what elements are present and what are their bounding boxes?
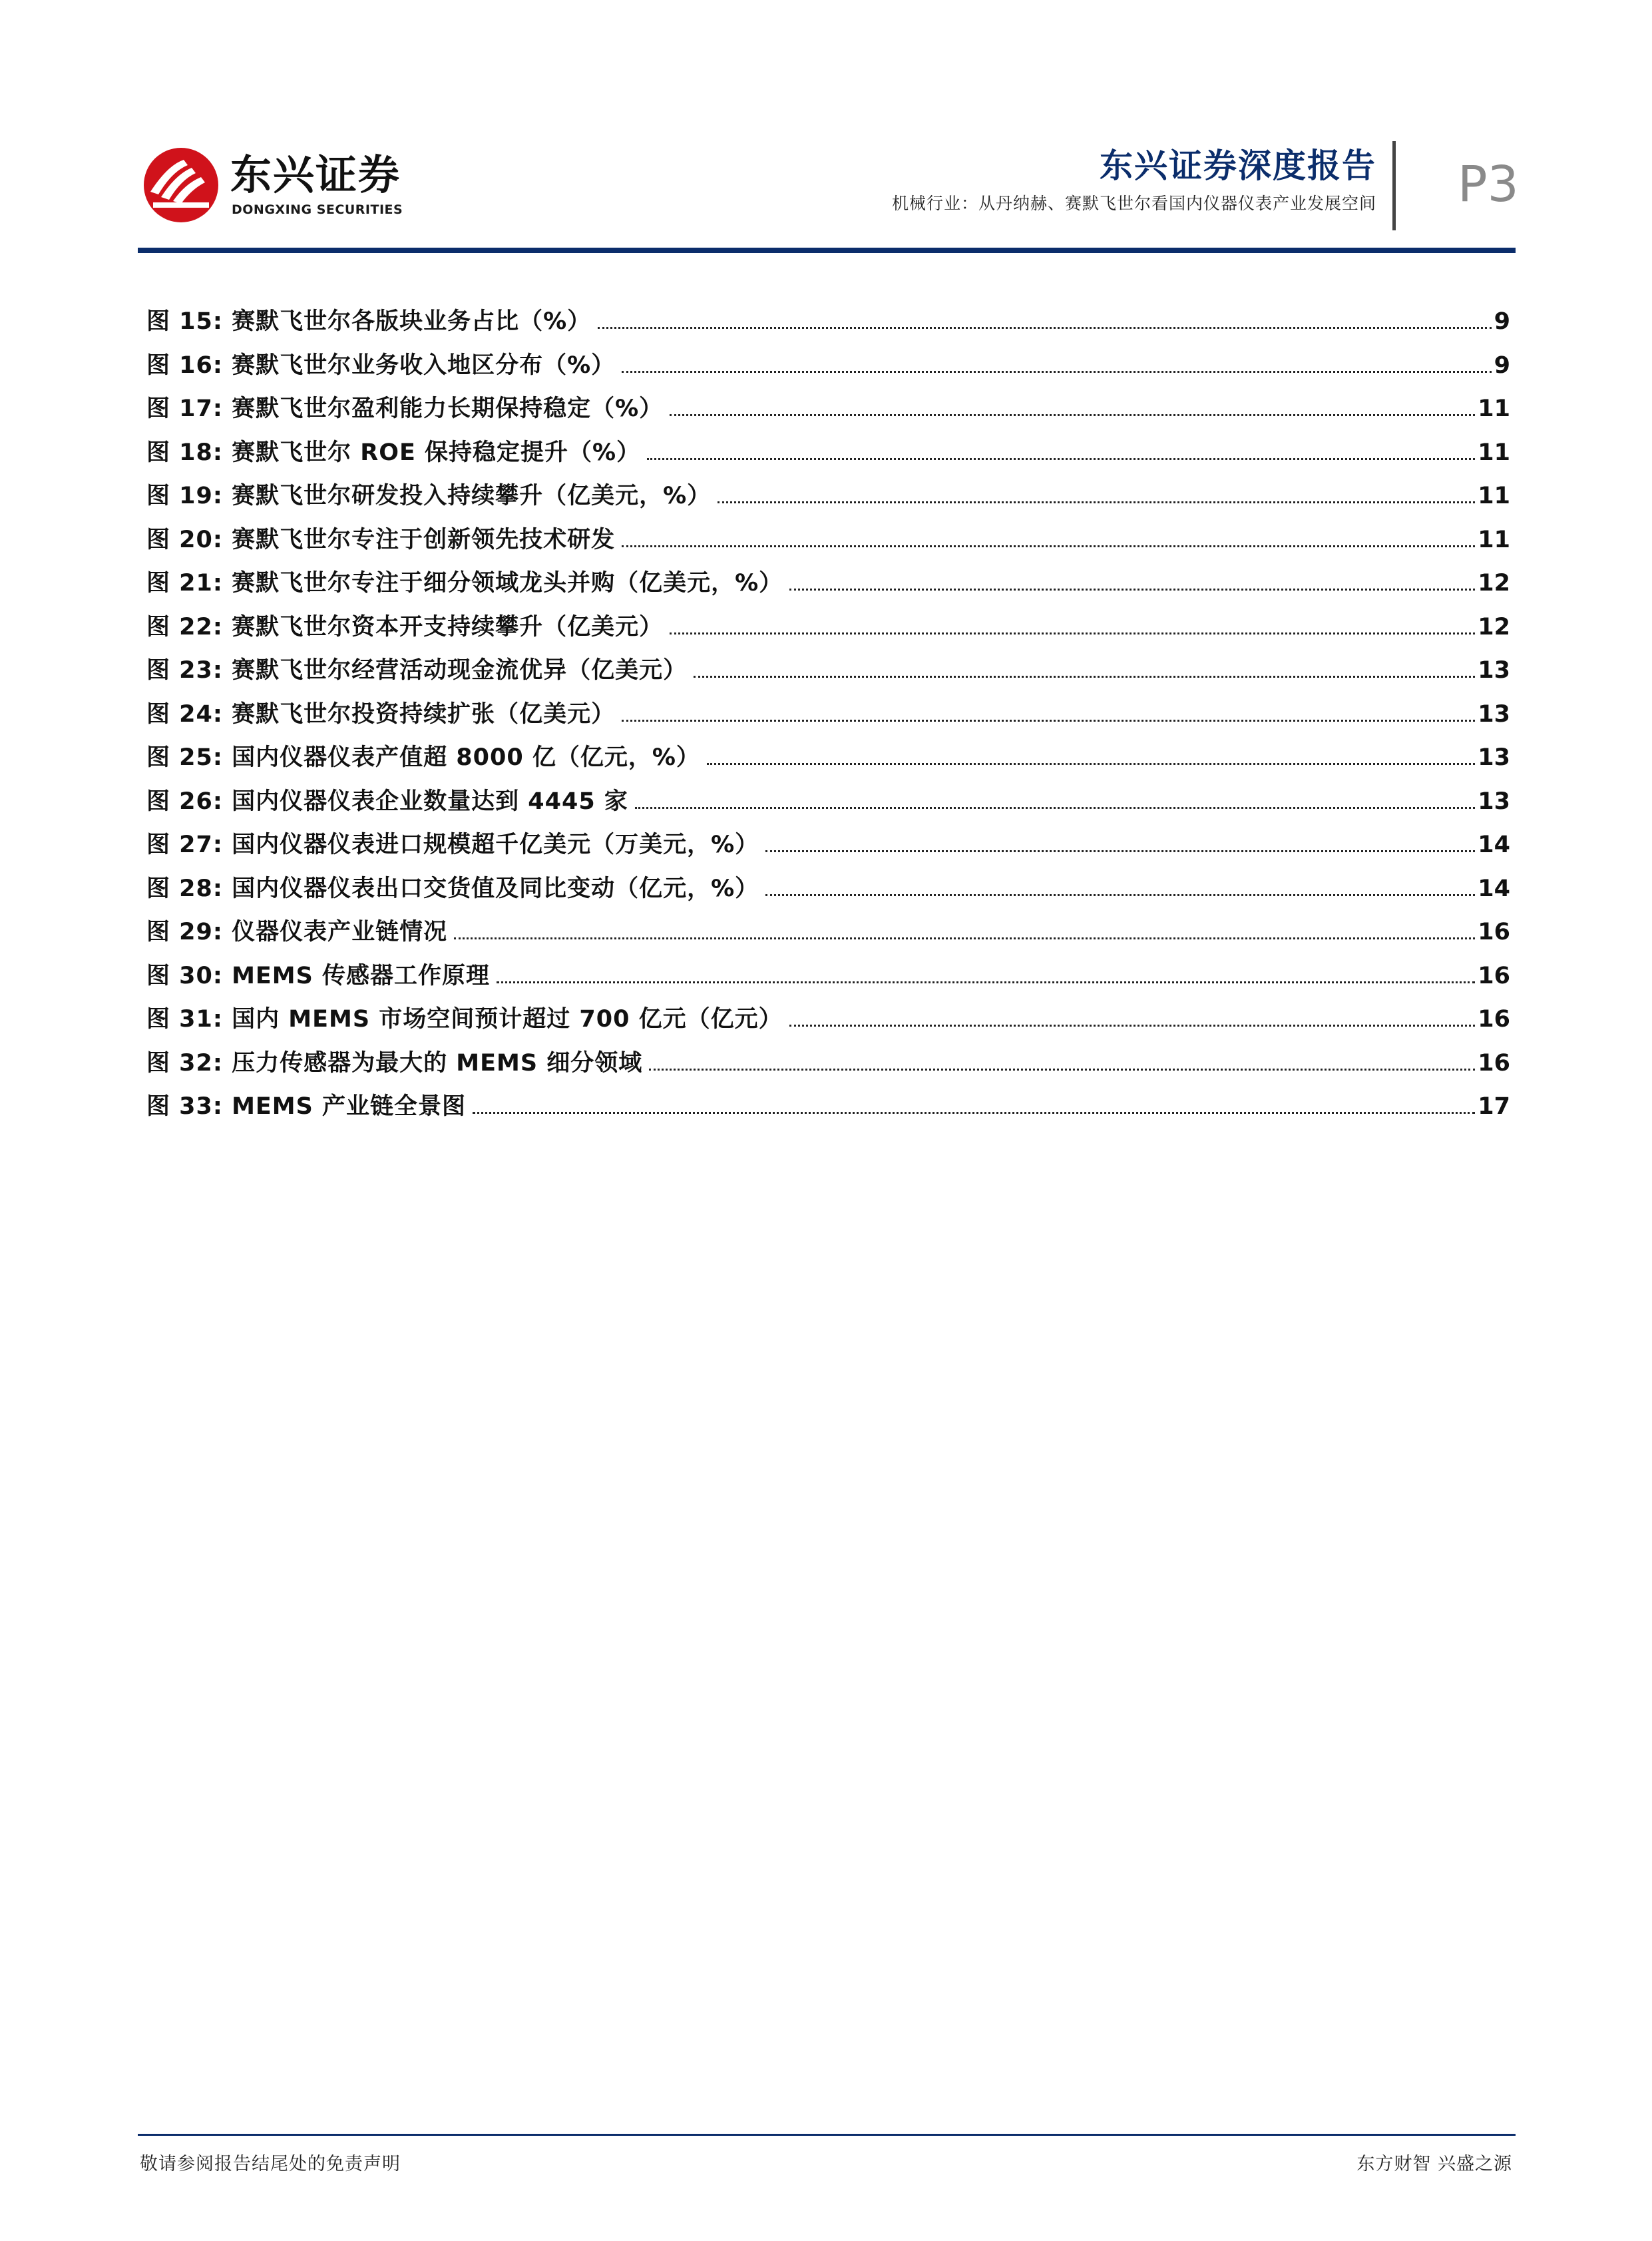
toc-entry-label: 图 32: 压力传感器为最大的 MEMS 细分领域 xyxy=(146,1049,643,1077)
toc-dot-leader xyxy=(598,326,1491,329)
toc-entry-label: 图 21: 赛默飞世尔专注于细分领域龙头并购（亿美元，%） xyxy=(146,570,783,597)
toc-entry[interactable] xyxy=(146,870,1510,914)
toc-entry-label: 图 18: 赛默飞世尔 ROE 保持稳定提升（%） xyxy=(146,439,641,466)
footer-disclaimer: 敬请参阅报告结尾处的免责声明 xyxy=(140,2154,401,2174)
header-divider xyxy=(1392,141,1396,230)
toc-entry[interactable] xyxy=(146,1045,1510,1089)
toc-entry-page: 14 xyxy=(1478,832,1510,858)
toc-entry-page: 11 xyxy=(1478,483,1510,509)
toc-dot-leader xyxy=(765,850,1475,852)
toc-entry[interactable] xyxy=(146,957,1510,1001)
figure-toc-list xyxy=(146,303,1510,1132)
company-logo xyxy=(141,145,403,225)
toc-entry-page: 13 xyxy=(1478,744,1510,771)
toc-entry[interactable] xyxy=(146,565,1510,609)
logo-name-cn: 东兴证券 xyxy=(230,150,401,199)
toc-entry-page: 11 xyxy=(1478,526,1510,553)
toc-dot-leader xyxy=(707,762,1475,765)
toc-dot-leader xyxy=(718,501,1475,503)
toc-entry[interactable] xyxy=(146,739,1510,783)
toc-dot-leader xyxy=(622,370,1491,373)
toc-entry[interactable] xyxy=(146,303,1510,347)
toc-entry[interactable] xyxy=(146,609,1510,652)
toc-entry[interactable] xyxy=(146,1001,1510,1045)
toc-dot-leader xyxy=(497,981,1475,983)
toc-entry-page: 13 xyxy=(1478,700,1510,728)
toc-dot-leader xyxy=(622,719,1475,722)
toc-entry-label: 图 30: MEMS 传感器工作原理 xyxy=(146,962,491,989)
toc-entry-label: 图 16: 赛默飞世尔业务收入地区分布（%） xyxy=(146,352,616,379)
toc-entry-page: 9 xyxy=(1494,352,1510,379)
toc-entry[interactable] xyxy=(146,477,1510,521)
toc-dot-leader xyxy=(789,588,1475,591)
toc-entry-label: 图 20: 赛默飞世尔专注于创新领先技术研发 xyxy=(146,526,616,553)
toc-entry[interactable] xyxy=(146,696,1510,740)
toc-entry-page: 12 xyxy=(1478,613,1510,640)
toc-entry-page: 16 xyxy=(1478,962,1510,989)
report-title: 东兴证券深度报告 xyxy=(1100,146,1376,185)
toc-dot-leader xyxy=(670,413,1475,416)
toc-dot-leader xyxy=(765,893,1475,896)
page-number: P3 xyxy=(1458,156,1519,213)
toc-entry[interactable] xyxy=(146,390,1510,434)
toc-dot-leader xyxy=(473,1111,1475,1114)
toc-entry-label: 图 15: 赛默飞世尔各版块业务占比（%） xyxy=(146,308,592,335)
toc-dot-leader xyxy=(635,806,1475,809)
toc-dot-leader xyxy=(694,675,1475,678)
toc-entry-page: 16 xyxy=(1478,1049,1510,1077)
toc-entry[interactable] xyxy=(146,521,1510,565)
toc-entry[interactable] xyxy=(146,826,1510,870)
toc-dot-leader xyxy=(670,632,1475,634)
toc-dot-leader xyxy=(622,545,1475,547)
toc-entry-page: 9 xyxy=(1494,308,1510,335)
footer-slogan: 东方财智 兴盛之源 xyxy=(1356,2154,1512,2174)
toc-entry-page: 13 xyxy=(1478,788,1510,815)
toc-entry-label: 图 24: 赛默飞世尔投资持续扩张（亿美元） xyxy=(146,700,616,728)
toc-entry-page: 17 xyxy=(1478,1093,1510,1120)
dongxing-logo-icon xyxy=(141,145,221,225)
toc-entry-page: 11 xyxy=(1478,395,1510,422)
toc-entry-label: 图 26: 国内仪器仪表企业数量达到 4445 家 xyxy=(146,788,628,815)
toc-entry[interactable] xyxy=(146,434,1510,478)
toc-entry-page: 13 xyxy=(1478,657,1510,684)
toc-entry-page: 11 xyxy=(1478,439,1510,466)
toc-dot-leader xyxy=(454,937,1475,939)
toc-dot-leader xyxy=(789,1024,1476,1027)
toc-entry[interactable] xyxy=(146,913,1510,957)
toc-entry[interactable] xyxy=(146,783,1510,827)
toc-entry-label: 图 29: 仪器仪表产业链情况 xyxy=(146,919,448,945)
toc-entry-page: 16 xyxy=(1478,919,1510,945)
toc-entry-label: 图 33: MEMS 产业链全景图 xyxy=(146,1093,467,1120)
toc-entry[interactable] xyxy=(146,1088,1510,1132)
toc-entry-page: 12 xyxy=(1478,570,1510,597)
footer-rule xyxy=(138,2134,1516,2136)
toc-entry-page: 16 xyxy=(1478,1006,1510,1033)
toc-entry-label: 图 19: 赛默飞世尔研发投入持续攀升（亿美元，%） xyxy=(146,483,712,509)
toc-entry[interactable] xyxy=(146,652,1510,696)
toc-entry-label: 图 17: 赛默飞世尔盈利能力长期保持稳定（%） xyxy=(146,395,664,422)
toc-entry-page: 14 xyxy=(1478,875,1510,902)
toc-entry-label: 图 22: 赛默飞世尔资本开支持续攀升（亿美元） xyxy=(146,613,664,640)
toc-entry-label: 图 31: 国内 MEMS 市场空间预计超过 700 亿元（亿元） xyxy=(146,1006,783,1033)
report-subtitle: 机械行业：从丹纳赫、赛默飞世尔看国内仪器仪表产业发展空间 xyxy=(891,194,1376,213)
toc-entry-label: 图 23: 赛默飞世尔经营活动现金流优异（亿美元） xyxy=(146,657,688,684)
toc-dot-leader xyxy=(649,1068,1475,1071)
header-rule xyxy=(138,248,1516,253)
toc-entry-label: 图 28: 国内仪器仪表出口交货值及同比变动（亿元，%） xyxy=(146,875,759,902)
toc-entry[interactable] xyxy=(146,347,1510,391)
toc-entry-label: 图 25: 国内仪器仪表产值超 8000 亿（亿元，%） xyxy=(146,744,700,771)
logo-name-en: DONGXING SECURITIES xyxy=(232,202,403,217)
toc-entry-label: 图 27: 国内仪器仪表进口规模超千亿美元（万美元，%） xyxy=(146,832,759,858)
toc-dot-leader xyxy=(647,457,1475,460)
